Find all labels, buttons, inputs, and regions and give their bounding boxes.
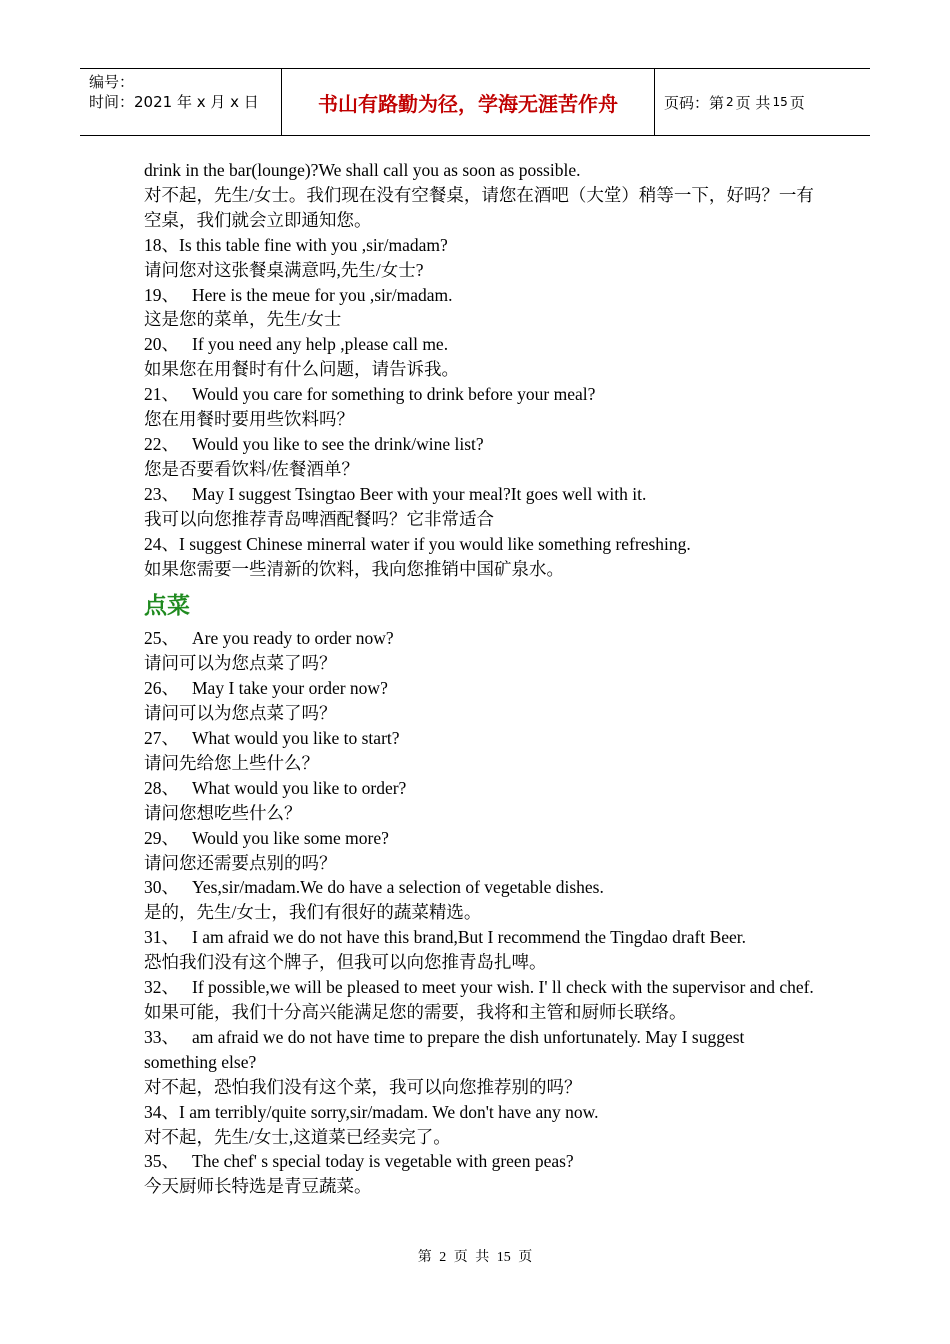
item-number: 26、 — [144, 678, 179, 699]
english-text: If possible,we will be pleased to meet your wish. I' ll check with the supervisor and chef. — [192, 977, 814, 998]
header-page-number — [655, 69, 870, 135]
english-text: Here is the meue for you ,sir/madam. — [192, 284, 453, 305]
page-mid: 页 共 — [735, 93, 771, 112]
item-number: 32、 — [144, 977, 179, 998]
phrase-chinese: 请问先给您上些什么？ — [144, 752, 319, 773]
page-footer: 第 2 页 共 15 页 — [417, 1250, 533, 1265]
phrase-english — [144, 432, 814, 457]
phrase-chinese: 请问您想吃些什么？ — [144, 802, 302, 823]
english-text: Would you care for something to drink before your meal? — [192, 384, 596, 405]
phrase-chinese: 您在用餐时要用些饮料吗？ — [144, 409, 354, 430]
phrase-chinese: 请问您对这张餐桌满意吗,先生/女士? — [144, 259, 424, 280]
item-number: 30、 — [144, 877, 179, 898]
english-text: I am afraid we do not have this brand,But I recommend the Tingdao draft Beer. — [192, 927, 747, 948]
phrase-english — [144, 676, 814, 701]
section-heading: 点菜 — [144, 593, 190, 620]
phrase-english — [144, 925, 814, 950]
phrase-chinese: 如果可能，我们十分高兴能满足您的需要，我将和主管和厨师长联络。 — [144, 1002, 687, 1022]
item-number: 34、 — [144, 1101, 179, 1122]
phrase-english — [144, 1025, 814, 1075]
item-number: 21、 — [144, 384, 179, 405]
item-number: 18、 — [144, 234, 179, 255]
phrase-chinese: 请问可以为您点菜了吗？ — [144, 703, 337, 724]
english-text: am afraid we do not have time to prepare the dish unfortunately. May I suggest something else? — [144, 1026, 745, 1072]
phrase-chinese: 这是您的菜单，先生/女士 — [144, 309, 342, 330]
id-label: 编号： — [89, 73, 135, 91]
english-text: The chef' s special today is vegetable with green peas? — [192, 1151, 574, 1172]
header-motto: 书山有路勤为径，学海无涯苦作舟 — [281, 69, 655, 135]
text-line: drink in the bar(lounge)?We shall call you as soon as possible. — [144, 160, 581, 180]
item-number: 29、 — [144, 827, 179, 848]
phrase-english — [144, 532, 814, 557]
page-total: 15 — [772, 95, 788, 109]
item-number: 27、 — [144, 728, 179, 749]
phrase-english — [144, 776, 814, 801]
phrase-english — [144, 726, 814, 751]
english-text: Would you like to see the drink/wine list? — [192, 433, 484, 454]
phrase-chinese: 如果您在用餐时有什么问题，请告诉我。 — [144, 359, 459, 380]
item-number: 23、 — [144, 483, 179, 504]
phrase-english — [144, 1100, 814, 1125]
page-current: 2 — [726, 95, 734, 109]
page-prefix: 页码：第 — [664, 93, 725, 112]
phrase-english — [144, 283, 814, 308]
item-number: 25、 — [144, 628, 179, 649]
date-label: 时间：2021 年 x 月 x 日 — [89, 93, 259, 111]
english-text: I am terribly/quite sorry,sir/madam. We don't have any now. — [179, 1101, 599, 1122]
phrase-chinese: 对不起，先生/女士,这道菜已经卖完了。 — [144, 1126, 451, 1147]
item-number: 28、 — [144, 777, 179, 798]
english-text: If you need any help ,please call me. — [192, 334, 449, 355]
phrase-english — [144, 332, 814, 357]
english-text: Are you ready to order now? — [192, 628, 394, 649]
phrase-chinese: 恐怕我们没有这个牌子，但我可以向您推青岛扎啤。 — [144, 952, 547, 973]
item-number: 20、 — [144, 334, 179, 355]
phrase-english — [144, 482, 814, 507]
phrase-chinese: 是的，先生/女士，我们有很好的蔬菜精选。 — [144, 902, 482, 923]
text-line: 对不起，先生/女士。我们现在没有空餐桌，请您在酒吧（大堂）稍等一下，好吗？一有空桌，我们就会立即通知您。 — [144, 184, 814, 230]
english-text: What would you like to start? — [192, 728, 400, 749]
item-number: 35、 — [144, 1151, 179, 1172]
phrase-english — [144, 233, 814, 258]
phrase-chinese: 请问可以为您点菜了吗？ — [144, 653, 337, 674]
phrase-english — [144, 975, 814, 1000]
english-text: What would you like to order? — [192, 777, 407, 798]
item-number: 31、 — [144, 927, 179, 948]
item-number: 19、 — [144, 284, 179, 305]
phrase-chinese: 今天厨师长特选是青豆蔬菜。 — [144, 1176, 372, 1197]
phrase-english — [144, 1149, 814, 1174]
phrase-chinese: 我可以向您推荐青岛啤酒配餐吗？它非常适合 — [144, 508, 494, 529]
phrase-english — [144, 626, 814, 651]
phrase-english — [144, 826, 814, 851]
phrase-chinese: 请问您还需要点别的吗？ — [144, 852, 337, 873]
phrase-english — [144, 382, 814, 407]
english-text: I suggest Chinese minerral water if you would like something refreshing. — [179, 533, 691, 554]
page-header — [80, 68, 870, 136]
phrase-chinese: 您是否要看饮料/佐餐酒单？ — [144, 458, 359, 479]
page-suffix: 页 — [789, 93, 805, 112]
header-meta — [80, 69, 281, 135]
phrase-english — [144, 875, 814, 900]
item-number: 33、 — [144, 1026, 179, 1047]
english-text: Would you like some more? — [192, 827, 389, 848]
english-text: May I take your order now? — [192, 678, 388, 699]
phrase-chinese: 如果您需要一些清新的饮料，我向您推销中国矿泉水。 — [144, 558, 564, 579]
document-body — [144, 158, 814, 1199]
item-number: 24、 — [144, 533, 179, 554]
english-text: Is this table fine with you ,sir/madam? — [179, 234, 448, 255]
english-text: Yes,sir/madam.We do have a selection of vegetable dishes. — [192, 877, 604, 898]
phrase-chinese: 对不起，恐怕我们没有这个菜，我可以向您推荐别的吗？ — [144, 1076, 582, 1097]
english-text: May I suggest Tsingtao Beer with your meal?It goes well with it. — [192, 483, 647, 504]
item-number: 22、 — [144, 433, 179, 454]
